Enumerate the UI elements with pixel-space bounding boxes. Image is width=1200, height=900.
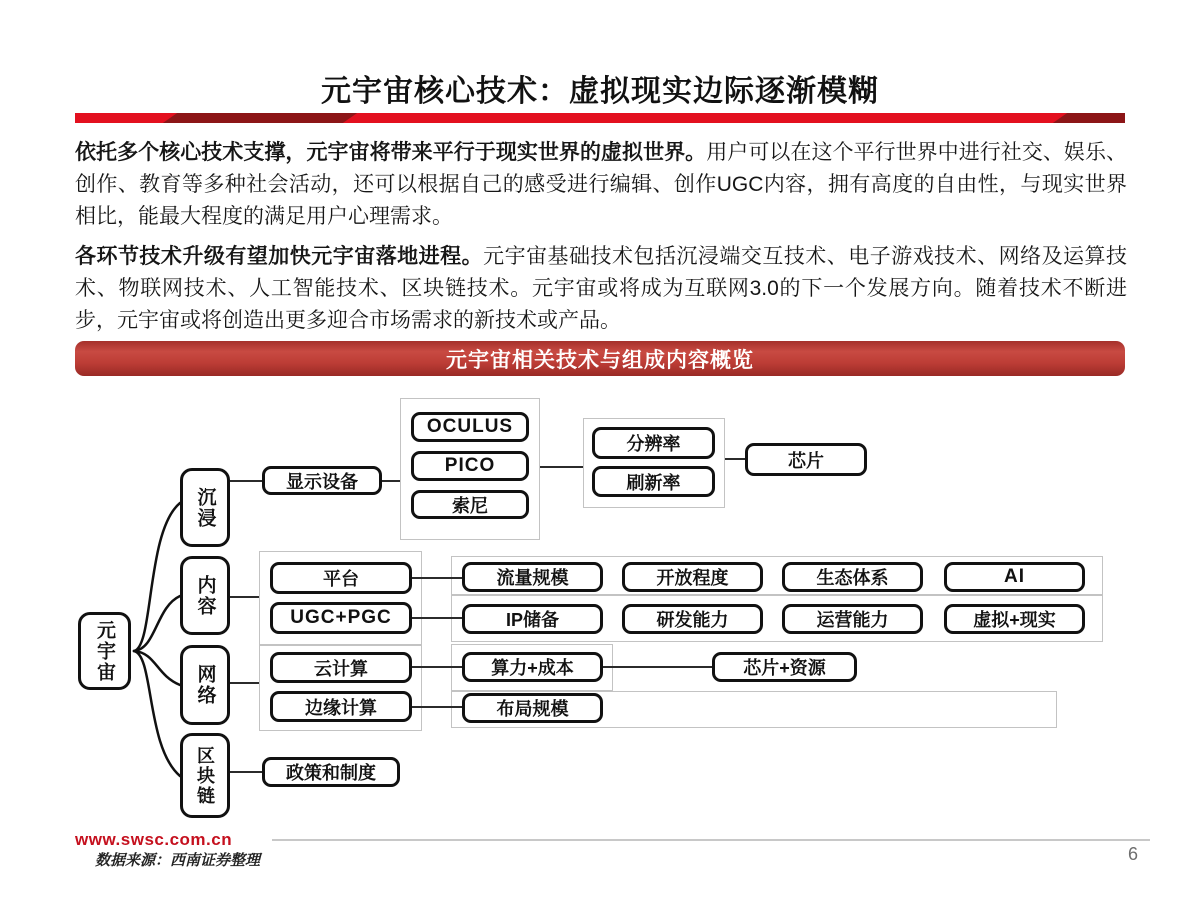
paragraph-2-lead: 各环节技术升级有望加快元宇宙落地进程。 bbox=[75, 245, 484, 268]
footer-website-link[interactable]: www.swsc.com.cn bbox=[75, 830, 233, 849]
node-virtual-plus-reality: 虚拟+现实 bbox=[944, 604, 1085, 634]
node-pico: PICO bbox=[411, 451, 529, 481]
node-sony: 索尼 bbox=[411, 490, 529, 519]
page-title: 元宇宙核心技术：虚拟现实边际逐渐模糊 bbox=[321, 75, 879, 108]
connector-immersion-display bbox=[230, 480, 262, 482]
footer-data-source: 数据来源：西南证券整理 bbox=[95, 851, 261, 869]
connector-cost-chip-resource bbox=[603, 666, 712, 668]
node-openness: 开放程度 bbox=[622, 562, 763, 592]
node-refresh-rate: 刷新率 bbox=[592, 466, 715, 497]
footer-divider-line bbox=[272, 839, 1150, 841]
node-platform: 平台 bbox=[270, 562, 412, 594]
node-ip-reserve: IP储备 bbox=[462, 604, 603, 634]
node-cloud-computing: 云计算 bbox=[270, 652, 412, 683]
connector-blockchain-policy bbox=[230, 771, 262, 773]
node-operation-capability: 运营能力 bbox=[782, 604, 923, 634]
node-metaverse-root: 元宇宙 bbox=[78, 612, 131, 690]
connector-edge-layout bbox=[412, 706, 462, 708]
node-layout-scale: 布局规模 bbox=[462, 693, 603, 723]
connector-platform-traffic bbox=[412, 577, 462, 579]
node-branch-immersion: 沉浸 bbox=[180, 468, 230, 547]
connector-network-group bbox=[230, 682, 259, 684]
paragraph-2-body: 元宇宙基础技术包括沉浸端交互技术、电子游戏技术、网络及运算技术、物联网技术、人工智能技术、区块链技术。元宇宙或将成为互联网3.0的下一个发展方向。随着技术不断进步，元宇宙或将创造出更多迎合市场需求的新技术或产品。 bbox=[75, 245, 1128, 332]
paragraph-2 bbox=[75, 241, 1127, 337]
title-bar-dark-segment-right bbox=[1053, 113, 1125, 123]
node-chip: 芯片 bbox=[745, 443, 867, 476]
title-bar-dark-segment-left bbox=[163, 113, 357, 123]
node-branch-blockchain: 区块链 bbox=[180, 733, 230, 818]
title-underline-bar bbox=[75, 113, 1125, 123]
node-resolution: 分辨率 bbox=[592, 427, 715, 459]
node-oculus: OCULUS bbox=[411, 412, 529, 442]
section-banner-label: 元宇宙相关技术与组成内容概览 bbox=[446, 348, 754, 372]
node-rnd-capability: 研发能力 bbox=[622, 604, 763, 634]
section-banner bbox=[75, 341, 1125, 376]
paragraph-1-body: 用户可以在这个平行世界中进行社交、娱乐、创作、教育等多种社会活动，还可以根据自己的感受进行编辑、创作UGC内容，拥有高度的自由性，与现实世界相比，能最大程度的满足用户心理需求。 bbox=[75, 141, 1128, 228]
connector-specs-chip bbox=[725, 458, 745, 460]
node-branch-content: 内容 bbox=[180, 556, 230, 635]
connector-content-group bbox=[230, 596, 259, 598]
node-traffic-scale: 流量规模 bbox=[462, 562, 603, 592]
node-edge-computing: 边缘计算 bbox=[270, 691, 412, 722]
connector-ugc-ip bbox=[412, 617, 462, 619]
paragraph-1 bbox=[75, 137, 1127, 233]
paragraph-1-lead: 依托多个核心技术支撑，元宇宙将带来平行于现实世界的虚拟世界。 bbox=[75, 141, 707, 164]
node-policy-system: 政策和制度 bbox=[262, 757, 400, 787]
node-computing-power-cost: 算力+成本 bbox=[462, 652, 603, 682]
node-branch-network: 网络 bbox=[180, 645, 230, 725]
footer-page-number: 6 bbox=[1127, 844, 1138, 864]
node-ecosystem: 生态体系 bbox=[782, 562, 923, 592]
connector-brands-specs bbox=[540, 466, 583, 468]
connector-display-brands bbox=[382, 480, 400, 482]
node-chip-resource: 芯片+资源 bbox=[712, 652, 857, 682]
node-ai: AI bbox=[944, 562, 1085, 592]
node-display-device: 显示设备 bbox=[262, 466, 382, 495]
connector-cloud-computing-cost bbox=[412, 666, 462, 668]
node-ugc-pgc: UGC+PGC bbox=[270, 602, 412, 634]
